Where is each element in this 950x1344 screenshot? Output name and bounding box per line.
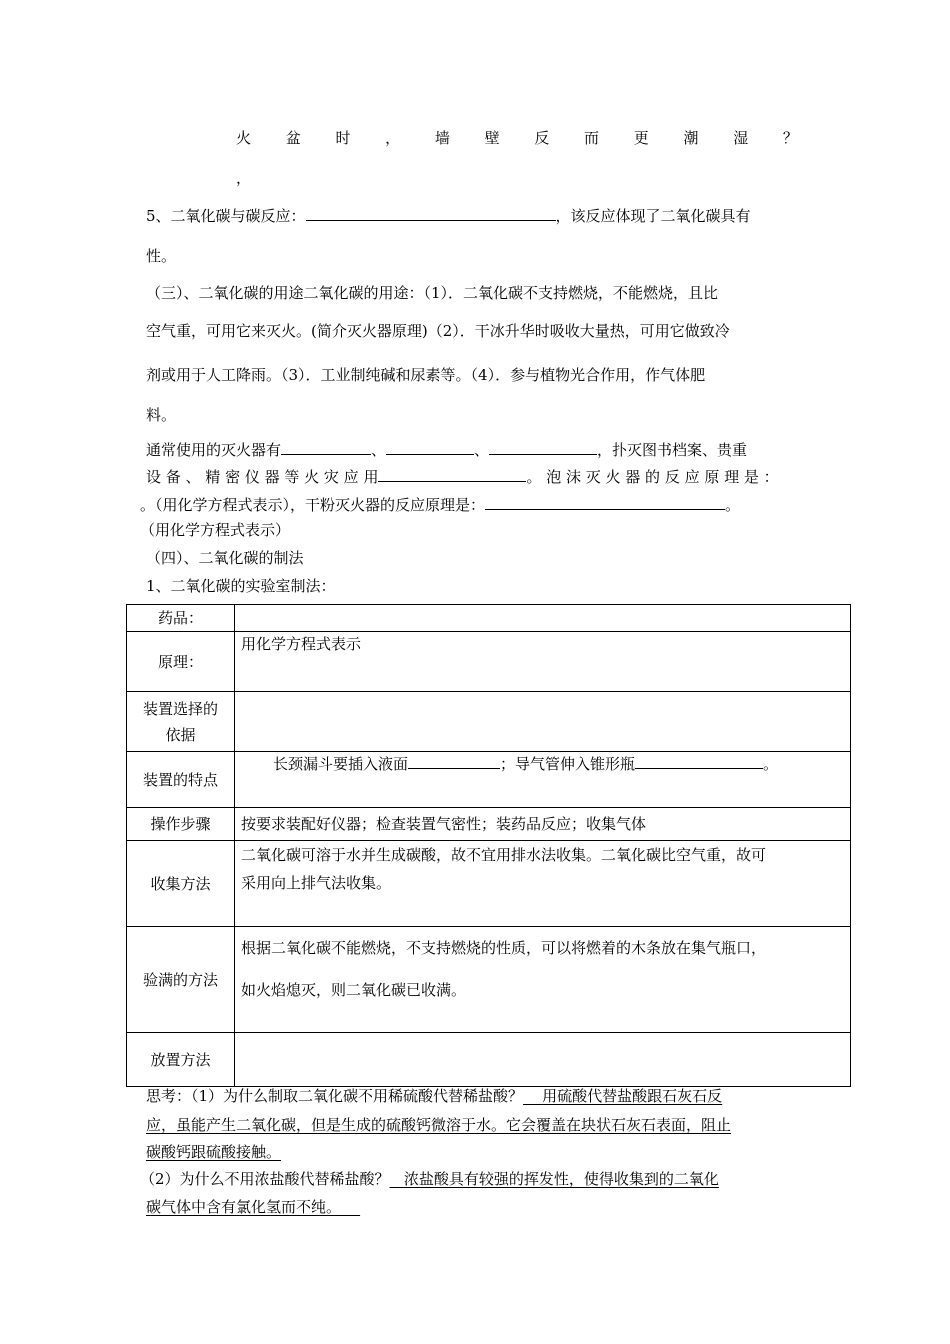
extinguisher-text: 。（用化学方程式表示），干粉灭火器的反应原理是： [140,496,486,514]
row-label: 验满的方法 [127,927,235,1033]
lab-method-title: 1、二氧化碳的实验室制法： [146,577,336,595]
trailing-comma: ， [236,169,252,187]
answer-text [146,1198,360,1216]
text-char: ， [385,129,401,147]
think-answer-1 [523,1087,722,1105]
row-label: 药品： [127,605,235,632]
section-3-line-2: 空气重，可用它来灭火。(简介灭火器原理)（2）．干冰升华时吸收大量热，可用它做致冷 [146,322,730,340]
answer-blank[interactable] [485,493,725,510]
text-char: 火 [236,129,252,147]
answer-blank[interactable] [489,438,597,455]
row-label: 收集方法 [127,841,235,927]
answer-text: 用硫酸代替盐酸跟石灰石反 [542,1087,723,1105]
section-3-line-1: （三）、二氧化碳的用途二氧化碳的用途：（1）．二氧化碳不支持燃烧，不能燃烧，且比 [146,284,719,302]
answer-text: 浓盐酸具有较强的挥发性，使得收集到的二氧化 [403,1170,719,1188]
placement-cell[interactable] [235,1033,851,1087]
lab-method-table [126,604,851,1087]
extinguisher-text: 通常使用的灭火器有 [146,441,282,459]
extinguisher-text: ，扑灭图书档案、贵重 [597,441,748,459]
table-row [127,752,851,808]
text-char: 时 [335,129,351,147]
section-3-line-4: 料。 [146,406,177,424]
collection-cell [235,841,851,927]
feature-text: 。 [763,755,779,773]
row-label-line: 装置选择的 [142,699,218,718]
answer-blank[interactable] [281,438,371,455]
question-5-suffix: ，该反应体现了二氧化碳具有 [555,207,751,225]
drug-cell[interactable] [235,605,851,632]
think-question-1 [146,1086,722,1106]
separator: 、 [474,441,490,459]
answer-blank[interactable] [386,438,474,455]
row-label: 放置方法 [127,1033,235,1087]
feature-text: 长颈漏斗要插入液面 [273,755,409,773]
separator: 、 [371,441,387,459]
text-char: 湿 [733,129,749,147]
answer-blank[interactable] [378,465,526,482]
answer-blank[interactable] [635,752,763,769]
think-answer-2-line-2 [146,1197,360,1217]
row-label: 原理： [127,632,235,692]
full-check-line: 如火焰熄灭，则二氧化碳已收满。 [241,981,467,999]
row-label: 装置的特点 [127,752,235,808]
extinguisher-line-2 [146,465,779,487]
section-4-title: （四）、二氧化碳的制法 [146,549,304,567]
table-row [127,632,851,692]
apparatus-feature-cell [235,752,851,808]
answer-blank[interactable] [408,752,500,769]
spread-question-line [236,128,798,148]
full-check-line: 根据二氧化碳不能燃烧，不支持燃烧的性质，可以将燃着的木条放在集气瓶口， [241,939,767,957]
think-answer-2 [390,1170,719,1188]
full-check-cell [235,927,851,1033]
table-row [127,927,851,1033]
table-row [127,808,851,841]
think-question-2 [140,1169,719,1189]
row-label [127,692,235,752]
answer-text: 碳气体中含有氯化氢而不纯。 [146,1198,342,1216]
row-label-line: 依据 [165,725,196,744]
text-char: 壁 [484,129,500,147]
extinguisher-text: 。 [725,496,741,514]
think-answer-1-line-2: 应，虽能产生二氧化碳，但是生成的硫酸钙微溶于水。它会覆盖在块状石灰石表面，阻止 [146,1116,732,1134]
extinguisher-line-3 [140,493,740,515]
extinguisher-text: 设 备 、 精 密 仪 器 等 火 灾 应 用 [146,468,379,486]
procedure-cell: 按要求装配好仪器；检查装置气密性；装药品反应；收集气体 [235,808,851,841]
table-row [127,1033,851,1087]
table-row [127,692,851,752]
answer-blank[interactable] [306,204,556,221]
think-question-1-text: 思考：（1）为什么制取二氧化碳不用稀硫酸代替稀盐酸？ [146,1087,524,1105]
principle-cell[interactable]: 用化学方程式表示 [235,632,851,692]
extinguisher-line-1 [146,438,747,460]
row-label: 操作步骤 [127,808,235,841]
extinguisher-line-4: （用化学方程式表示） [140,521,291,539]
question-5-cont: 性。 [146,247,177,265]
collection-line: 二氧化碳可溶于水并生成碳酸，故不宜用排水法收集。二氧化碳比空气重，故可 [241,846,767,864]
question-5 [146,204,751,226]
text-char: 墙 [434,129,450,147]
text-char: 而 [584,129,600,147]
text-char: 更 [633,129,649,147]
text-char: 反 [534,129,550,147]
extinguisher-text: 。 泡 沫 灭 火 器 的 反 应 原 理 是 ： [526,468,779,486]
text-char: 潮 [683,129,699,147]
table-row [127,841,851,927]
apparatus-basis-cell[interactable] [235,692,851,752]
think-question-2-text: （2）为什么不用浓盐酸代替稀盐酸？ [140,1170,390,1188]
section-3-line-3: 剂或用于人工降雨。（3）．工业制纯碱和尿素等。（4）．参与植物光合作用，作气体肥 [146,366,706,384]
collection-line: 采用向上排气法收集。 [241,874,392,892]
question-5-prefix: 5、二氧化碳与碳反应： [146,207,306,225]
text-char: ？ [782,129,798,147]
think-answer-1-line-3: 碳酸钙跟硫酸接触。 [146,1143,282,1161]
text-char: 盆 [285,129,301,147]
table-row [127,605,851,632]
feature-text: ；导气管伸入锥形瓶 [500,755,636,773]
